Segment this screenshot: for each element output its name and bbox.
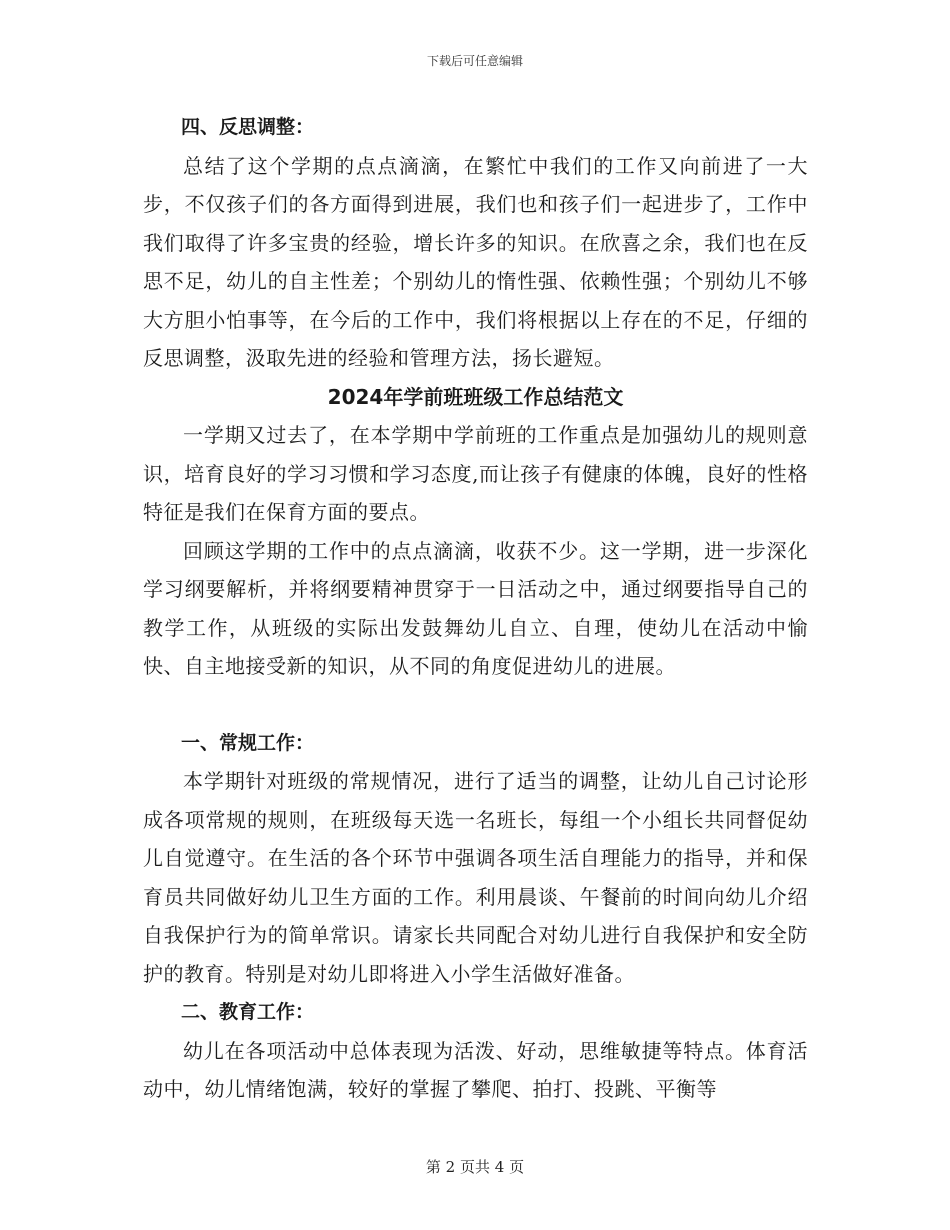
section1-heading: 一、常规工作： [181, 731, 315, 754]
spacer [143, 686, 808, 724]
document-body [143, 108, 808, 1109]
section2-heading: 二、教育工作： [181, 1001, 315, 1023]
section4-heading: 四、反思调整： [181, 116, 315, 138]
intro-paragraph-2: 回顾这学期的工作中的点点滴滴，收获不少。这一学期，进一步深化学习纲要解析，并将纲要精神贯穿于一日活动之中，通过纲要指导自己的教学工作，从班级的实际出发鼓舞幼儿自立、自理，使幼儿在活动中愉快、自主地接受新的知识，从不同的角度促进幼儿的进展。 [143, 538, 808, 678]
section4-paragraph: 总结了这个学期的点点滴滴，在繁忙中我们的工作又向前进了一大步，不仅孩子们的各方面得到进展，我们也和孩子们一起进步了，工作中我们取得了许多宝贵的经验，增长许多的知识。在欣喜之余，我们也在反思不足，幼儿的自主性差；个别幼儿的惰性强、依赖性强；个别幼儿不够大方胆小怕事等，在今后的工作中，我们将根据以上存在的不足，仔细的反思调整，汲取先进的经验和管理方法，扬长避短。 [143, 153, 808, 370]
section2-paragraph: 幼儿在各项活动中总体表现为活泼、好动，思维敏捷等特点。体育活动中，幼儿情绪饱满，较好的掌握了攀爬、拍打、投跳、平衡等 [143, 1038, 808, 1101]
section1-paragraph: 本学期针对班级的常规情况，进行了适当的调整，让幼儿自己讨论形成各项常规的规则，在班级每天选一名班长，每组一个小组长共同督促幼儿自觉遵守。在生活的各个环节中强调各项生活自理能力的指导，并和保育员共同做好幼儿卫生方面的工作。利用晨谈、午餐前的时间向幼儿介绍自我保护行为的简单常识。请家长共同配合对幼儿进行自我保护和安全防护的教育。特别是对幼儿即将进入小学生活做好准备。 [143, 769, 808, 986]
page-header: 下载后可任意编辑 [426, 54, 523, 68]
intro-paragraph-1: 一学期又过去了，在本学期中学前班的工作重点是加强幼儿的规则意识，培育良好的学习习惯和学习态度,而让孩子有健康的体魄，良好的性格特征是我们在保育方面的要点。 [143, 423, 808, 524]
document-title: 2024年学前班班级工作总结范文 [327, 384, 624, 409]
page-footer: 第 2 页共 4 页 [425, 1158, 525, 1176]
